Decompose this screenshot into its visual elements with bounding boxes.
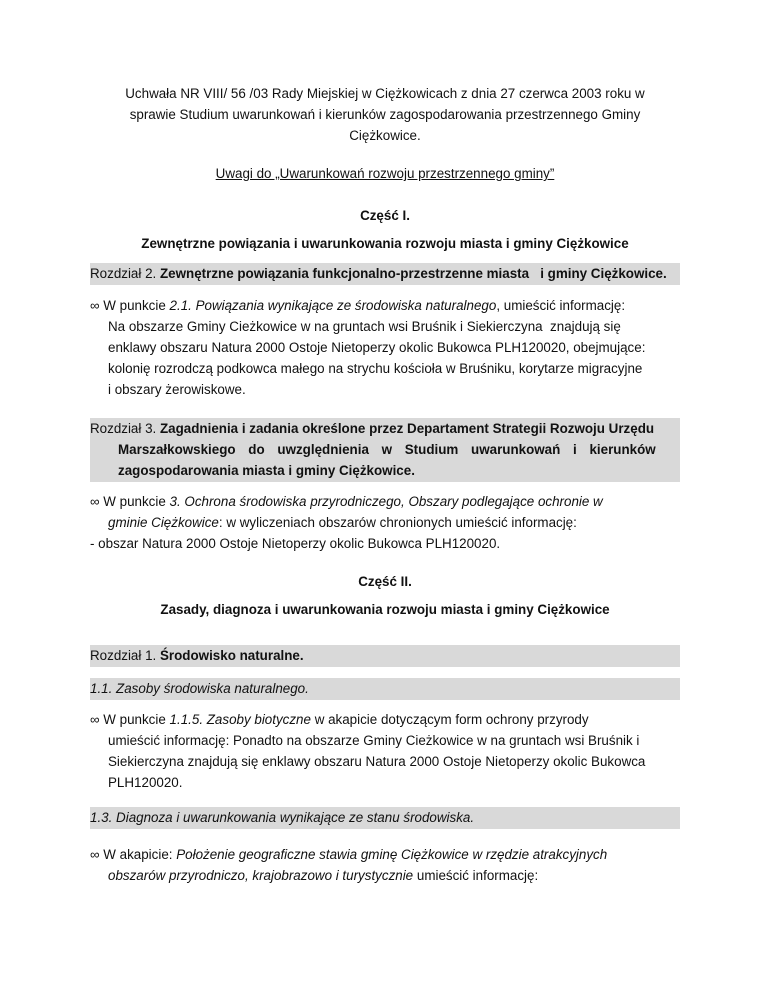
- item-reference: 1.1.5. Zasoby biotyczne: [169, 712, 311, 727]
- item-line: i obszary żerowiskowe.: [108, 382, 246, 397]
- item-text: umieścić informację:: [416, 868, 539, 883]
- bullet-icon: ∞: [90, 712, 100, 727]
- item-text: , umieścić informację:: [496, 298, 626, 313]
- chapter3-prefix: Rozdział 3.: [90, 421, 157, 436]
- chapter3-title-line: Marszałkowskiego do uwzględnienia w Studium uwarunkowań i kierunków: [118, 442, 656, 457]
- item-lead: W punkcie: [103, 494, 166, 509]
- chapter3-title-line: Zagadnienia i zadania określone przez Departament Strategii Rozwoju Urzędu: [159, 421, 655, 436]
- item-lead: W akapicie:: [103, 847, 173, 862]
- list-item: [90, 844, 680, 886]
- item-reference: obszarów przyrodniczo, krajobrazowo i turystycznie: [108, 868, 414, 883]
- part2-subtitle: Zasady, diagnoza i uwarunkowania rozwoju miasta i gminy Ciężkowice: [160, 602, 610, 617]
- item-text: : w wyliczeniach obszarów chronionych umieścić informację:: [218, 515, 577, 530]
- item-line: kolonię rozrodczą podkowca małego na strychu kościoła w Bruśniku, korytarze migracyjne: [108, 361, 643, 376]
- chapter2-prefix: Rozdział 2.: [90, 266, 157, 281]
- list-item: [90, 709, 680, 793]
- chapter2-heading: [90, 263, 680, 285]
- item-line: umieścić informację: Ponadto na obszarze Gminy Cieżkowice w na gruntach wsi Bruśnik i: [108, 733, 640, 748]
- chapter1-heading: [90, 645, 680, 667]
- remarks-heading-text: Uwagi do „Uwarunkowań rozwoju przestrzennego gminy”: [215, 166, 555, 181]
- chapter2-title: Zewnętrzne powiązania funkcjonalno-przestrzenne miasta i gminy Ciężkowice.: [159, 266, 667, 281]
- item-reference: Położenie geograficzne stawia gminę Ciężkowice w rzędzie atrakcyjnych: [176, 847, 608, 862]
- bullet-icon: ∞: [90, 298, 100, 313]
- chapter3-title-line: zagospodarowania miasta i gminy Ciężkowice.: [118, 463, 415, 478]
- item-reference: 2.1. Powiązania wynikające ze środowiska naturalnego: [169, 298, 497, 313]
- bullet-icon: ∞: [90, 847, 100, 862]
- item-lead: W punkcie: [103, 298, 166, 313]
- item-reference: gminie Ciężkowice: [108, 515, 219, 530]
- item-lead: W punkcie: [103, 712, 166, 727]
- list-item: [90, 295, 680, 400]
- item-reference: 3. Ochrona środowiska przyrodniczego, Obszary podlegające ochronie w: [169, 494, 603, 509]
- resolution-title: [90, 83, 680, 146]
- item-line: enklawy obszaru Natura 2000 Ostoje Nietoperzy okolic Bukowca PLH120020, obejmujące:: [108, 340, 646, 355]
- title-line: sprawie Studium uwarunkowań i kierunków zagospodarowania przestrzennego Gminy: [129, 107, 641, 122]
- part2-label: Część II.: [358, 574, 412, 589]
- section-1-1-heading: [90, 678, 680, 700]
- bullet-icon: ∞: [90, 494, 100, 509]
- chapter1-title: Środowisko naturalne.: [159, 648, 304, 663]
- chapter3-heading: [90, 418, 680, 482]
- chapter1-prefix: Rozdział 1.: [90, 648, 157, 663]
- item-line: PLH120020.: [108, 775, 183, 790]
- item-line: Na obszarze Gminy Cieżkowice w na gruntach wsi Bruśnik i Siekierczyna znajdują się: [108, 319, 621, 334]
- section-1-3-title: 1.3. Diagnoza i uwarunkowania wynikające ze stanu środowiska.: [90, 810, 475, 825]
- title-line: Ciężkowice.: [349, 128, 421, 143]
- section-1-3-heading: [90, 807, 680, 829]
- item-line: Siekierczyna znajdują się enklawy obszaru Natura 2000 Ostoje Nietoperzy okolic Bukowca: [108, 754, 646, 769]
- section-1-1-title: 1.1. Zasoby środowiska naturalnego.: [90, 681, 309, 696]
- item-text: w akapicie dotyczącym form ochrony przyrody: [314, 712, 589, 727]
- list-item: [90, 491, 680, 554]
- part1-label: Część I.: [360, 208, 410, 223]
- part1-subtitle: Zewnętrzne powiązania i uwarunkowania rozwoju miasta i gminy Ciężkowice: [141, 236, 629, 251]
- remarks-heading: [90, 163, 680, 184]
- title-line: Uchwała NR VIII/ 56 /03 Rady Miejskiej w Ciężkowicach z dnia 27 czerwca 2003 roku w: [125, 86, 645, 101]
- dash-item: - obszar Natura 2000 Ostoje Nietoperzy okolic Bukowca PLH120020.: [90, 536, 501, 551]
